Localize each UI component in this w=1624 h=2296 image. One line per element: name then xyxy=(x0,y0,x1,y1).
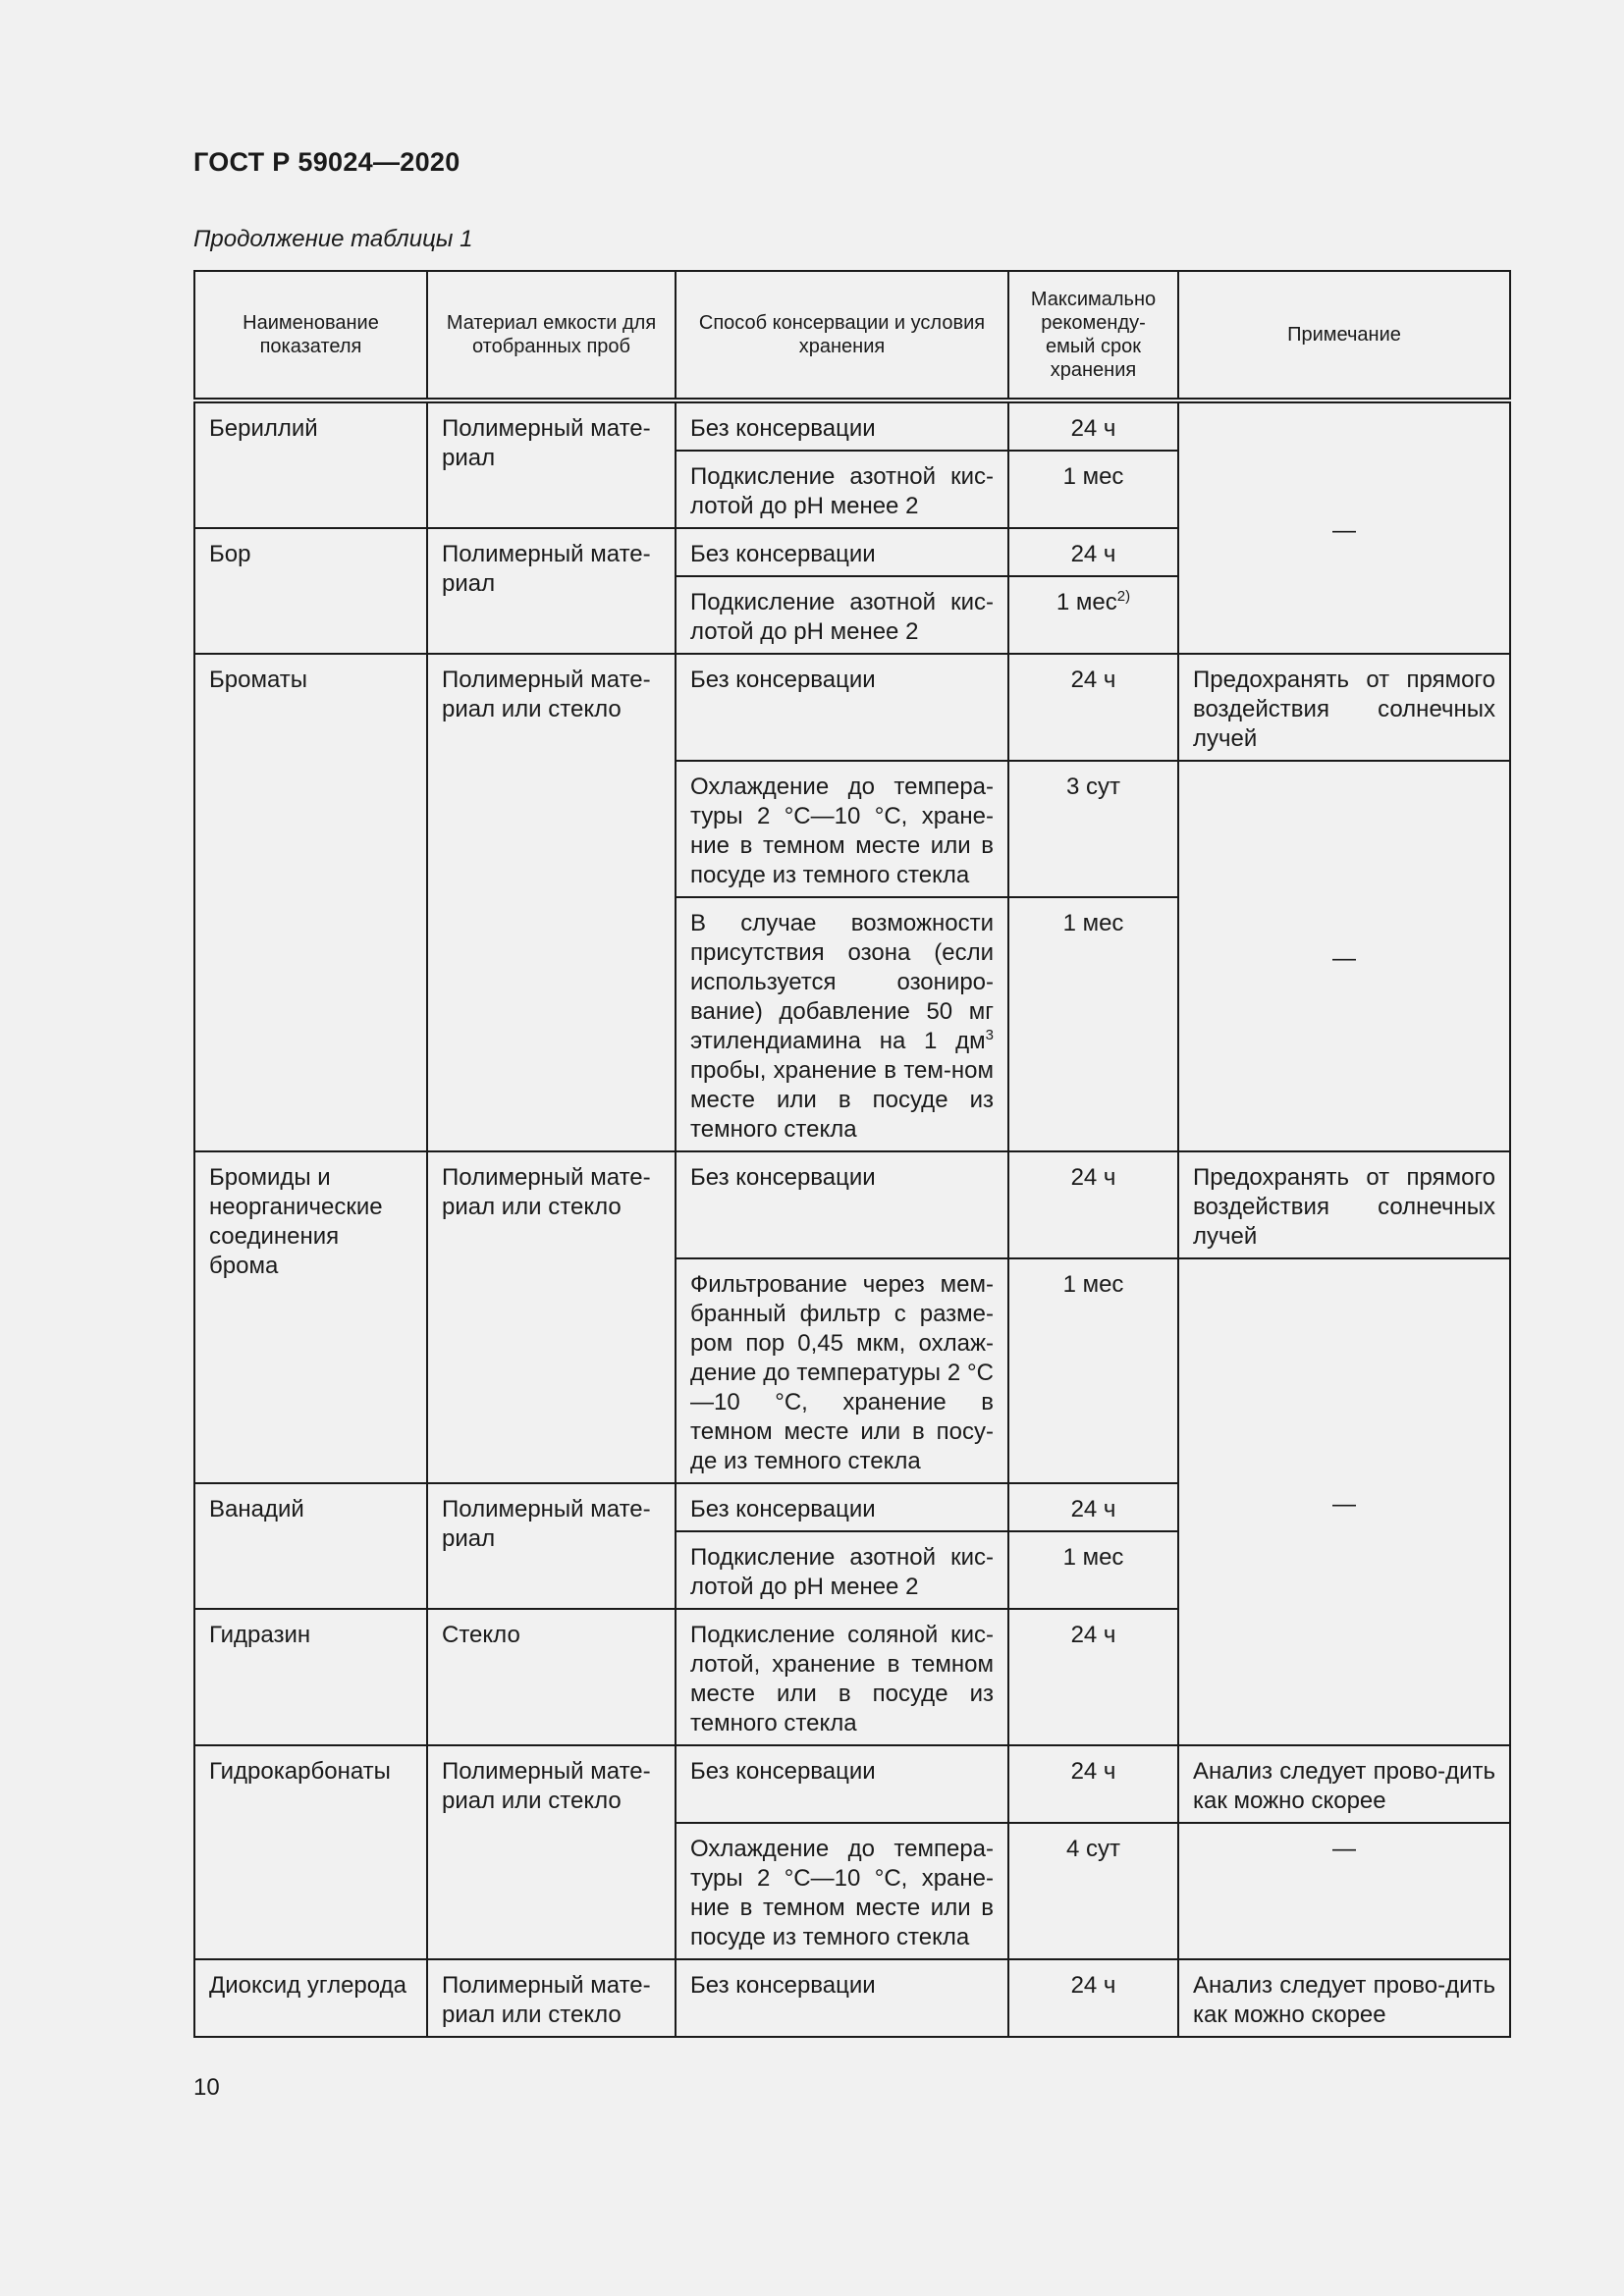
storage-time: 4 сут xyxy=(1008,1823,1178,1959)
preservation-method: Без консервации xyxy=(676,528,1008,576)
storage-time: 1 мес xyxy=(1008,451,1178,528)
preservation-method: Подкисление азотной кис-лотой до pH менее 2 xyxy=(676,451,1008,528)
column-header-indicator: Наименование показателя xyxy=(194,271,427,400)
storage-time: 24 ч xyxy=(1008,1745,1178,1823)
storage-time: 24 ч xyxy=(1008,400,1178,451)
table-row xyxy=(194,654,1510,761)
table-row xyxy=(194,1959,1510,2037)
table-header-row xyxy=(194,271,1510,400)
preservation-method: Охлаждение до темпера-туры 2 °С—10 °С, хране-ние в темном месте или в посуде из темного стекла xyxy=(676,761,1008,897)
indicator-name: Гидразин xyxy=(194,1609,427,1745)
indicator-name: Ванадий xyxy=(194,1483,427,1609)
indicator-name: Броматы xyxy=(194,654,427,1151)
storage-time: 24 ч xyxy=(1008,1609,1178,1745)
note-cell: Предохранять от прямого воздействия солнечных лучей xyxy=(1178,1151,1510,1258)
page-number: 10 xyxy=(193,2074,220,2101)
storage-time: 1 мес xyxy=(1008,897,1178,1151)
container-material: Полимерный мате-риал xyxy=(427,1483,676,1609)
storage-time: 24 ч xyxy=(1008,528,1178,576)
container-material: Полимерный мате-риал или стекло xyxy=(427,1745,676,1959)
preservation-method: Без консервации xyxy=(676,654,1008,761)
note-cell: — xyxy=(1178,1823,1510,1959)
table-row xyxy=(194,1151,1510,1258)
preservation-method: Без консервации xyxy=(676,1483,1008,1531)
note-cell: Анализ следует прово-дить как можно скорее xyxy=(1178,1959,1510,2037)
indicator-name: Диоксид углерода xyxy=(194,1959,427,2037)
preservation-method: Фильтрование через мем-бранный фильтр с разме-ром пор 0,45 мкм, охлаж-дение до температуры 2 °С—10 °С, хранение в темном месте или в посу-де из темного стекла xyxy=(676,1258,1008,1483)
preservation-method: Без консервации xyxy=(676,1151,1008,1258)
preservation-method: Без консервации xyxy=(676,1959,1008,2037)
storage-time: 24 ч xyxy=(1008,1959,1178,2037)
storage-time xyxy=(1008,576,1178,654)
storage-time-value: 1 мес xyxy=(1056,589,1117,615)
table-row xyxy=(194,400,1510,451)
column-header-material: Материал емкости для отобранных проб xyxy=(427,271,676,400)
container-material: Стекло xyxy=(427,1609,676,1745)
container-material: Полимерный мате-риал или стекло xyxy=(427,1151,676,1483)
storage-conditions-table xyxy=(193,270,1511,2038)
indicator-name: Бромиды и неорганические соединения брома xyxy=(194,1151,427,1483)
storage-time: 24 ч xyxy=(1008,1483,1178,1531)
container-material: Полимерный мате-риал или стекло xyxy=(427,1959,676,2037)
container-material: Полимерный мате-риал xyxy=(427,528,676,654)
preservation-method: Охлаждение до темпера-туры 2 °С—10 °С, хране-ние в темном месте или в посуде из темного стекла xyxy=(676,1823,1008,1959)
preservation-method: Подкисление азотной кис-лотой до pH менее 2 xyxy=(676,576,1008,654)
preservation-method: Без консервации xyxy=(676,1745,1008,1823)
footnote-mark: 2) xyxy=(1116,588,1131,605)
preservation-method-text: В случае возможности присутствия озона (если используется озониро-вание) добавление 50 мг этилендиамина на 1 дм xyxy=(690,910,994,1054)
note-cell: — xyxy=(1178,400,1510,654)
storage-time: 3 сут xyxy=(1008,761,1178,897)
storage-time: 24 ч xyxy=(1008,1151,1178,1258)
note-cell: Предохранять от прямого воздействия солнечных лучей xyxy=(1178,654,1510,761)
preservation-method: Без консервации xyxy=(676,400,1008,451)
column-header-max-time: Максимально рекоменду-емый срок хранения xyxy=(1008,271,1178,400)
table-continuation-caption: Продолжение таблицы 1 xyxy=(193,226,473,252)
preservation-method: Подкисление соляной кис-лотой, хранение в темном месте или в посуде из темного стекла xyxy=(676,1609,1008,1745)
preservation-method: Подкисление азотной кис-лотой до pH менее 2 xyxy=(676,1531,1008,1609)
indicator-name: Гидрокарбонаты xyxy=(194,1745,427,1959)
note-cell: — xyxy=(1178,761,1510,1151)
container-material: Полимерный мате-риал или стекло xyxy=(427,654,676,1151)
storage-time: 1 мес xyxy=(1008,1258,1178,1483)
column-header-note: Примечание xyxy=(1178,271,1510,400)
note-cell: Анализ следует прово-дить как можно скорее xyxy=(1178,1745,1510,1823)
column-header-method: Способ консервации и условия хранения xyxy=(676,271,1008,400)
storage-time: 24 ч xyxy=(1008,654,1178,761)
note-cell: — xyxy=(1178,1258,1510,1745)
table-row xyxy=(194,1745,1510,1823)
preservation-method-text-tail: пробы, хранение в тем-ном месте или в посуде из темного стекла xyxy=(690,1057,994,1143)
indicator-name: Бор xyxy=(194,528,427,654)
document-code: ГОСТ Р 59024—2020 xyxy=(193,147,460,177)
container-material: Полимерный мате-риал xyxy=(427,400,676,528)
indicator-name: Бериллий xyxy=(194,400,427,528)
storage-time: 1 мес xyxy=(1008,1531,1178,1609)
preservation-method xyxy=(676,897,1008,1151)
superscript: 3 xyxy=(985,1027,994,1043)
